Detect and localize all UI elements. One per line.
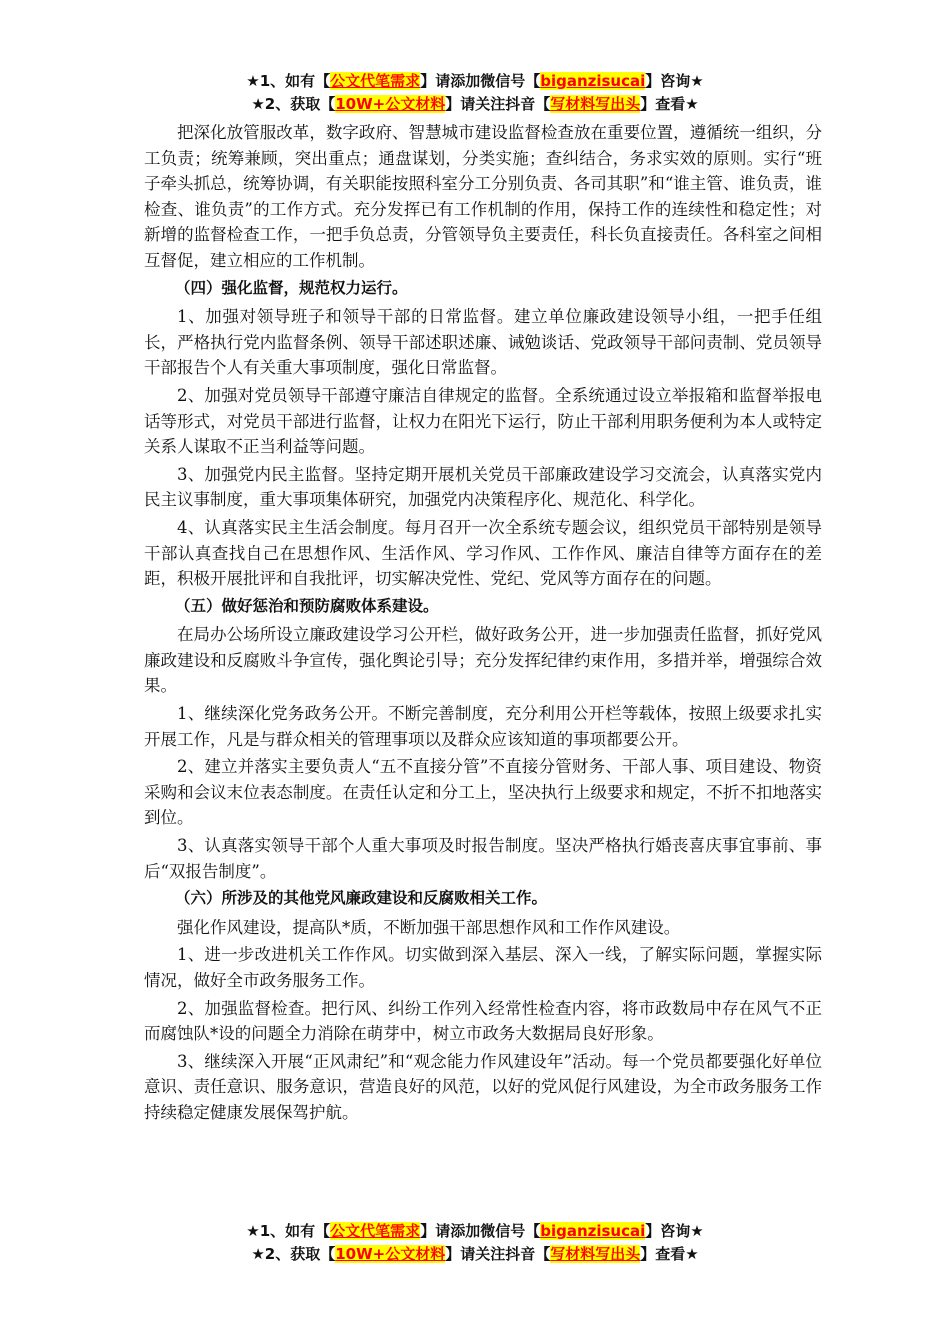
promo-highlight: 10W+公文材料 [335, 95, 446, 113]
promo-wechat-id: biganzisucai [540, 72, 646, 90]
promo-douyin-account: 写材料写出头 [550, 95, 641, 113]
section-heading: （五）做好惩治和预防腐败体系建设。 [175, 596, 439, 615]
body-paragraph: 4、认真落实民主生活会制度。每月召开一次全系统专题会议，组织党员干部特别是领导干部认真查找自己在思想作风、生活作风、学习作风、工作作风、廉洁自律等方面存在的差距，积极开展批评和自我批评，切实解决党性、党纪、党风等方面存在的问题。 [144, 517, 822, 589]
body-paragraph: 2、加强对党员领导干部遵守廉洁自律规定的监督。全系统通过设立举报箱和监督举报电话等形式，对党员干部进行监督，让权力在阳光下运行，防止干部利用职务便利为本人或特定关系人谋取不正当利益等问题。 [144, 385, 822, 457]
body-paragraph: 3、加强党内民主监督。坚持定期开展机关党员干部廉政建设学习交流会，认真落实党内民主议事制度，重大事项集体研究，加强党内决策程序化、规范化、科学化。 [144, 464, 822, 510]
promo-line-2-footer [0, 1243, 950, 1265]
section-heading: （四）强化监督，规范权力运行。 [175, 278, 408, 297]
promo-line-1-footer [0, 1220, 950, 1242]
promo-text: ★1、如有【 [246, 1222, 331, 1240]
promo-text: 】咨询★ [645, 72, 704, 90]
body-paragraph: 1、进一步改进机关工作作风。切实做到深入基层、深入一线，了解实际问题，掌握实际情况，做好全市政务服务工作。 [144, 945, 822, 990]
promo-text: 】请添加微信号【 [420, 1222, 541, 1240]
body-paragraph: 在局办公场所设立廉政建设学习公开栏，做好政务公开，进一步加强责任监督，抓好党风廉政建设和反腐败斗争宣传，强化舆论引导；充分发挥纪律约束作用，多措并举，增强综合效果。 [144, 625, 822, 696]
promo-text: 】请关注抖音【 [445, 95, 551, 113]
promo-text: 】查看★ [640, 95, 699, 113]
promo-highlight: 10W+公文材料 [335, 1245, 446, 1263]
body-paragraph: 1、加强对领导班子和领导干部的日常监督。建立单位廉政建设领导小组，一把手任组长，严格执行党内监督条例、领导干部述职述廉、诫勉谈话、党政领导干部问责制、党员领导干部报告个人有关重大事项制度，强化日常监督。 [144, 307, 822, 378]
promo-text: 】咨询★ [645, 1222, 704, 1240]
promo-text: 】请关注抖音【 [445, 1245, 551, 1263]
section-heading: （六）所涉及的其他党风廉政建设和反腐败相关工作。 [175, 889, 548, 908]
body-paragraph: 把深化放管服改革，数字政府、智慧城市建设监督检查放在重要位置，遵循统一组织，分工负责；统筹兼顾，突出重点；通盘谋划，分类实施；查纠结合，务求实效的原则。实行“班子牵头抓总，统筹协调，有关职能按照科室分工分别负责、各司其职”和“谁主管、谁负责，谁检查、谁负责”的工作方式。充分发挥已有工作机制的作用，保持工作的连续性和稳定性；对新增的监督检查工作，一把手负总责，分管领导负主要责任，科长负直接责任。各科室之间相互督促，建立相应的工作机制。 [144, 123, 822, 270]
body-paragraph: 2、加强监督检查。把行风、纠纷工作列入经常性检查内容，将市政数局中存在风气不正而腐蚀队*设的问题全力消除在萌芽中，树立市政务大数据局良好形象。 [144, 998, 822, 1044]
body-paragraph: 强化作风建设，提高队*质，不断加强干部思想作风和工作作风建设。 [177, 917, 681, 937]
promo-douyin-account: 写材料写出头 [550, 1245, 641, 1263]
promo-text: ★2、获取【 [251, 95, 336, 113]
promo-line-1 [0, 70, 950, 92]
promo-text: ★1、如有【 [246, 72, 331, 90]
body-paragraph: 3、认真落实领导干部个人重大事项及时报告制度。坚决严格执行婚丧喜庆事宜事前、事后“双报告制度”。 [144, 836, 822, 881]
body-paragraph: 3、继续深入开展“正风肃纪”和“观念能力作风建设年”活动。每一个党员都要强化好单位意识、责任意识、服务意识，营造良好的风范，以好的党风促行风建设，为全市政务服务工作持续稳定健康发展保驾护航。 [144, 1051, 822, 1122]
body-paragraph: 1、继续深化党务政务公开。不断完善制度，充分利用公开栏等载体，按照上级要求扎实开展工作，凡是与群众相关的管理事项以及群众应该知道的事项都要公开。 [144, 704, 822, 749]
promo-highlight: 公文代笔需求 [330, 72, 421, 90]
promo-text: 】查看★ [640, 1245, 699, 1263]
promo-wechat-id: biganzisucai [540, 1222, 646, 1240]
promo-line-2 [0, 93, 950, 115]
body-paragraph: 2、建立并落实主要负责人“五不直接分管”不直接分管财务、干部人事、项目建设、物资采购和会议末位表态制度。在责任认定和分工上，坚决执行上级要求和规定，不折不扣地落实到位。 [144, 757, 822, 828]
promo-text: 】请添加微信号【 [420, 72, 541, 90]
promo-highlight: 公文代笔需求 [330, 1222, 421, 1240]
document-body [144, 120, 822, 1128]
promo-text: ★2、获取【 [251, 1245, 336, 1263]
